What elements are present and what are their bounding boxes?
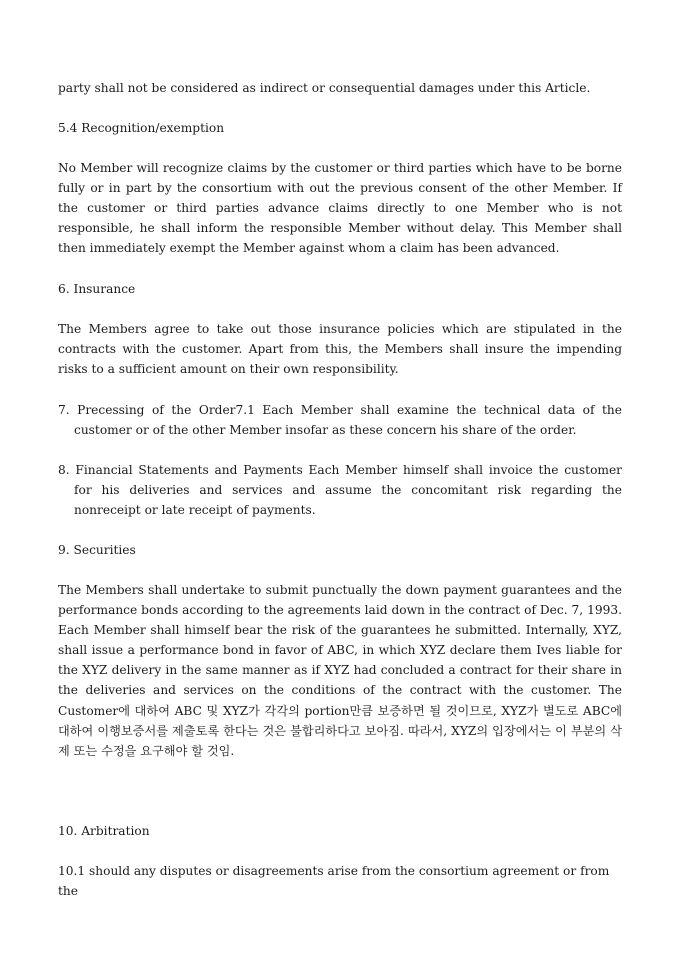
section-9-heading: 9. Securities: [58, 543, 136, 557]
section-5-4-heading: 5.4 Recognition/exemption: [58, 121, 225, 135]
section-6-body: The Members agree to take out those insurance policies which are stipulated in the contracts with the customer. Apart from this, the Members shall insure the impending risks to a sufficient amount on their own responsibility.: [58, 322, 622, 377]
section-5-4-body: No Member will recognize claims by the customer or third parties which have to be borne fully or in part by the consortium with out the previous consent of the other Member. If the customer or third parties advance claims directly to one Member who is not responsible, he shall inform the responsible Member without delay. This Member shall then immediately exempt the Member against whom a claim has been advanced.: [58, 161, 622, 256]
section-9-body: The Members shall undertake to submit punctually the down payment guarantees and the performance bonds according to the agreements laid down in the contract of Dec. 7, 1993. Each Member shall himself bear the risk of the guarantees he submitted. Internally, XYZ, shall issue a performance bond in favor of ABC, in which XYZ declare them Ives liable for the XYZ delivery in the same manner as if XYZ had concluded a contract for their share in the deliveries and services on the conditions of the contract with the customer. The Customer에 대하여 ABC 및 XYZ가 각각의 portion만큼 보증하면 될 것이므로, XYZ가 별도로 ABC에 대하여 이행보증서를 제출토록 한다는 것은 불합리하다고 보아짐. 따라서, XYZ의 입장에서는 이 부분의 삭제 또는 수정을 요구해야 할 것임.: [58, 583, 622, 758]
section-7-paragraph: 7. Precessing of the Order7.1 Each Member shall examine the technical data of the customer or of the other Member insofar as these concern his share of the order.: [58, 403, 622, 438]
section-10-body: 10.1 should any disputes or disagreements arise from the consortium agreement or from the: [58, 864, 610, 899]
section-8-paragraph: 8. Financial Statements and Payments Each Member himself shall invoice the customer for his deliveries and services and assume the concomitant risk regarding the nonreceipt or late receipt of payments.: [58, 463, 622, 518]
intro-fragment-paragraph: party shall not be considered as indirect or consequential damages under this Article.: [58, 81, 591, 95]
section-6-heading: 6. Insurance: [58, 282, 136, 296]
section-10-heading: 10. Arbitration: [58, 824, 150, 838]
